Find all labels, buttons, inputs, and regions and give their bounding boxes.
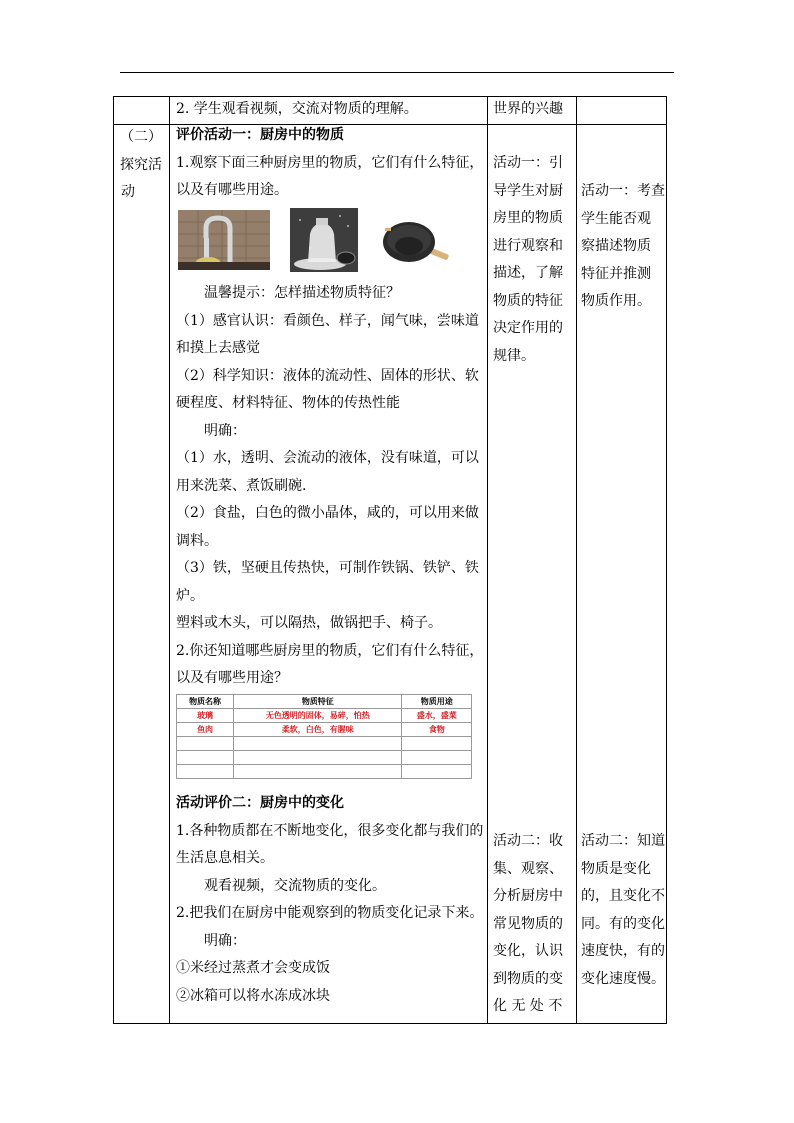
prev-row-content bbox=[176, 96, 418, 124]
prev-row-goal-text: 世界的兴趣 bbox=[493, 101, 563, 117]
activity1-purpose-line: 房里的物质 bbox=[493, 210, 563, 226]
table-cell bbox=[234, 751, 402, 765]
table-cell: 柔软，白色，有腥味 bbox=[234, 723, 402, 737]
stage-name-line1: 探究活 bbox=[120, 156, 162, 173]
activity2-assessment-line: 同。有的变化 bbox=[581, 915, 665, 932]
activity1-answer2-line1: （2）食盐，白色的微小晶体，咸的，可以用来做 bbox=[176, 505, 479, 521]
activity1-title: 评价活动一：厨房中的物质 bbox=[176, 127, 344, 143]
table-cell bbox=[177, 751, 234, 765]
stage-label bbox=[113, 124, 169, 207]
activity1-block-top bbox=[176, 122, 484, 205]
activity2-assessment-line: 的，且变化不 bbox=[581, 888, 665, 904]
activity1-assessment-line: 活动一：考查 bbox=[581, 183, 665, 199]
table-cell: 盛水，盛菜 bbox=[402, 709, 472, 723]
activity1-assessment-line: 特征并推测 bbox=[581, 265, 651, 282]
col-divider-1 bbox=[169, 96, 170, 1024]
activity2-block bbox=[176, 790, 484, 1010]
table-header-use: 物质用途 bbox=[402, 695, 472, 709]
activity2-assessment-line: 速度快，有的 bbox=[581, 943, 665, 959]
table-row bbox=[177, 709, 472, 723]
activity1-answer2-line2: 调料。 bbox=[176, 532, 218, 549]
activity1-answer1-line1: （1）水，透明、会流动的液体，没有味道，可以 bbox=[176, 450, 479, 466]
activity2-purpose-line: 化 无 处 不 bbox=[493, 998, 563, 1014]
table-header-feature: 物质特征 bbox=[234, 695, 402, 709]
activity1-purpose-line: 进行观察和 bbox=[493, 237, 563, 254]
activity2-purpose-line: 到物质的变 bbox=[493, 970, 563, 987]
activity1-tip2-line1: （2）科学知识：液体的流动性、固体的形状、软 bbox=[176, 367, 479, 384]
table-header-name: 物质名称 bbox=[177, 695, 234, 709]
table-cell bbox=[234, 737, 402, 751]
activity1-q1-line2: 以及有哪些用途。 bbox=[176, 182, 288, 198]
activity2-example1: ①米经过蒸煮才会变成饭 bbox=[176, 960, 330, 976]
stage-name-line2: 动 bbox=[121, 184, 135, 200]
activity1-tip1-line2: 和摸上去感觉 bbox=[176, 340, 260, 356]
activity2-purpose-line: 变化，认识 bbox=[493, 943, 563, 959]
water-faucet-photo bbox=[178, 210, 270, 270]
activity2-q1-line2: 生活息息相关。 bbox=[176, 850, 274, 866]
table-cell: 食物 bbox=[402, 723, 472, 737]
activity2-purpose-line: 集、观察、 bbox=[493, 860, 563, 877]
activity1-purpose-line: 导学生对厨 bbox=[493, 182, 563, 199]
activity1-purpose-line: 活动一：引 bbox=[493, 155, 563, 171]
prev-row-text: 2. 学生观看视频，交流对物质的理解。 bbox=[176, 101, 418, 117]
table-row bbox=[177, 765, 472, 779]
table-header-row bbox=[177, 695, 472, 709]
table-cell bbox=[402, 765, 472, 779]
activity2-title: 活动评价二：厨房中的变化 bbox=[176, 795, 344, 811]
stage-number: （二） bbox=[120, 129, 162, 145]
activity2-watch: 观看视频，交流物质的变化。 bbox=[204, 877, 386, 894]
activity1-purpose-line: 规律。 bbox=[493, 347, 535, 364]
activity1-purpose-line: 描述，了解 bbox=[493, 265, 563, 281]
activity2-clarify: 明确： bbox=[204, 932, 246, 949]
activity1-purpose-line: 决定作用的 bbox=[493, 320, 563, 336]
page-header-rule bbox=[120, 72, 674, 73]
table-border-left bbox=[113, 96, 114, 1024]
activity2-purpose-line: 活动二：收 bbox=[493, 833, 563, 849]
table-cell bbox=[177, 737, 234, 751]
activity1-assessment-line: 物质作用。 bbox=[581, 293, 651, 309]
table-bottom-border bbox=[113, 1023, 666, 1024]
activity1-assessment-line: 学生能否观 bbox=[581, 210, 651, 227]
activity1-assessment-line: 察描述物质 bbox=[581, 238, 651, 254]
activity2-assessment-line: 物质是变化 bbox=[581, 860, 651, 877]
activity1-q2-line2: 以及有哪些用途？ bbox=[176, 670, 288, 686]
table-cell bbox=[234, 765, 402, 779]
table-border-right bbox=[666, 96, 667, 1024]
activity2-purpose-line: 常见物质的 bbox=[493, 915, 563, 932]
salt-jar-photo bbox=[290, 208, 358, 272]
activity1-clarify: 明确： bbox=[204, 422, 246, 439]
activity1-answer4: 塑料或木头，可以隔热，做锅把手、椅子。 bbox=[176, 615, 442, 631]
activity1-purpose-line: 物质的特征 bbox=[493, 292, 563, 309]
activity1-answer3-line1: （3）铁，坚硬且传热快，可制作铁锅、铁铲、铁 bbox=[176, 560, 479, 576]
table-cell bbox=[402, 737, 472, 751]
table-row bbox=[177, 737, 472, 751]
activity1-block-middle bbox=[176, 280, 484, 693]
activity1-purpose bbox=[493, 150, 573, 370]
col-divider-3 bbox=[576, 96, 577, 1024]
activity2-q2: 2.把我们在厨房中能观察到的物质变化记录下来。 bbox=[176, 905, 484, 921]
activity2-assessment-line: 活动二：知道 bbox=[581, 833, 665, 849]
table-cell bbox=[177, 765, 234, 779]
activity2-q1-line1: 1.各种物质都在不断地变化，很多变化都与我们的 bbox=[176, 822, 484, 839]
activity2-assessment-line: 变化速度慢。 bbox=[581, 970, 665, 987]
activity2-purpose bbox=[493, 828, 573, 1021]
iron-wok-photo bbox=[377, 212, 455, 270]
activity1-assessment bbox=[581, 178, 665, 316]
prev-row-goal bbox=[493, 96, 563, 124]
table-row bbox=[177, 751, 472, 765]
activity2-assessment bbox=[581, 828, 665, 993]
activity1-q1-line1: 1.观察下面三种厨房里的物质，它们有什么特征， bbox=[176, 154, 484, 171]
activity1-answer3-line2: 炉。 bbox=[176, 587, 204, 604]
kitchen-substance-table bbox=[176, 694, 472, 779]
col-divider-2 bbox=[487, 96, 488, 1024]
table-row bbox=[177, 723, 472, 737]
activity1-tip2-line2: 硬程度、材料特征、物体的传热性能 bbox=[176, 395, 400, 411]
table-cell bbox=[402, 751, 472, 765]
table-cell: 无色透明的固体，易碎，怕热 bbox=[234, 709, 402, 723]
activity1-tip: 温馨提示：怎样描述物质特征？ bbox=[204, 285, 400, 301]
table-cell: 鱼肉 bbox=[177, 723, 234, 737]
activity1-q2-line1: 2.你还知道哪些厨房里的物质，它们有什么特征， bbox=[176, 642, 484, 659]
table-cell: 玻璃 bbox=[177, 709, 234, 723]
activity1-tip1-line1: （1）感官认识：看颜色、样子，闻气味，尝味道 bbox=[176, 312, 479, 329]
activity2-example2: ②冰箱可以将水冻成冰块 bbox=[176, 987, 330, 1004]
activity1-answer1-line2: 用来洗菜、煮饭刷碗. bbox=[176, 477, 307, 494]
activity2-purpose-line: 分析厨房中 bbox=[493, 888, 563, 904]
